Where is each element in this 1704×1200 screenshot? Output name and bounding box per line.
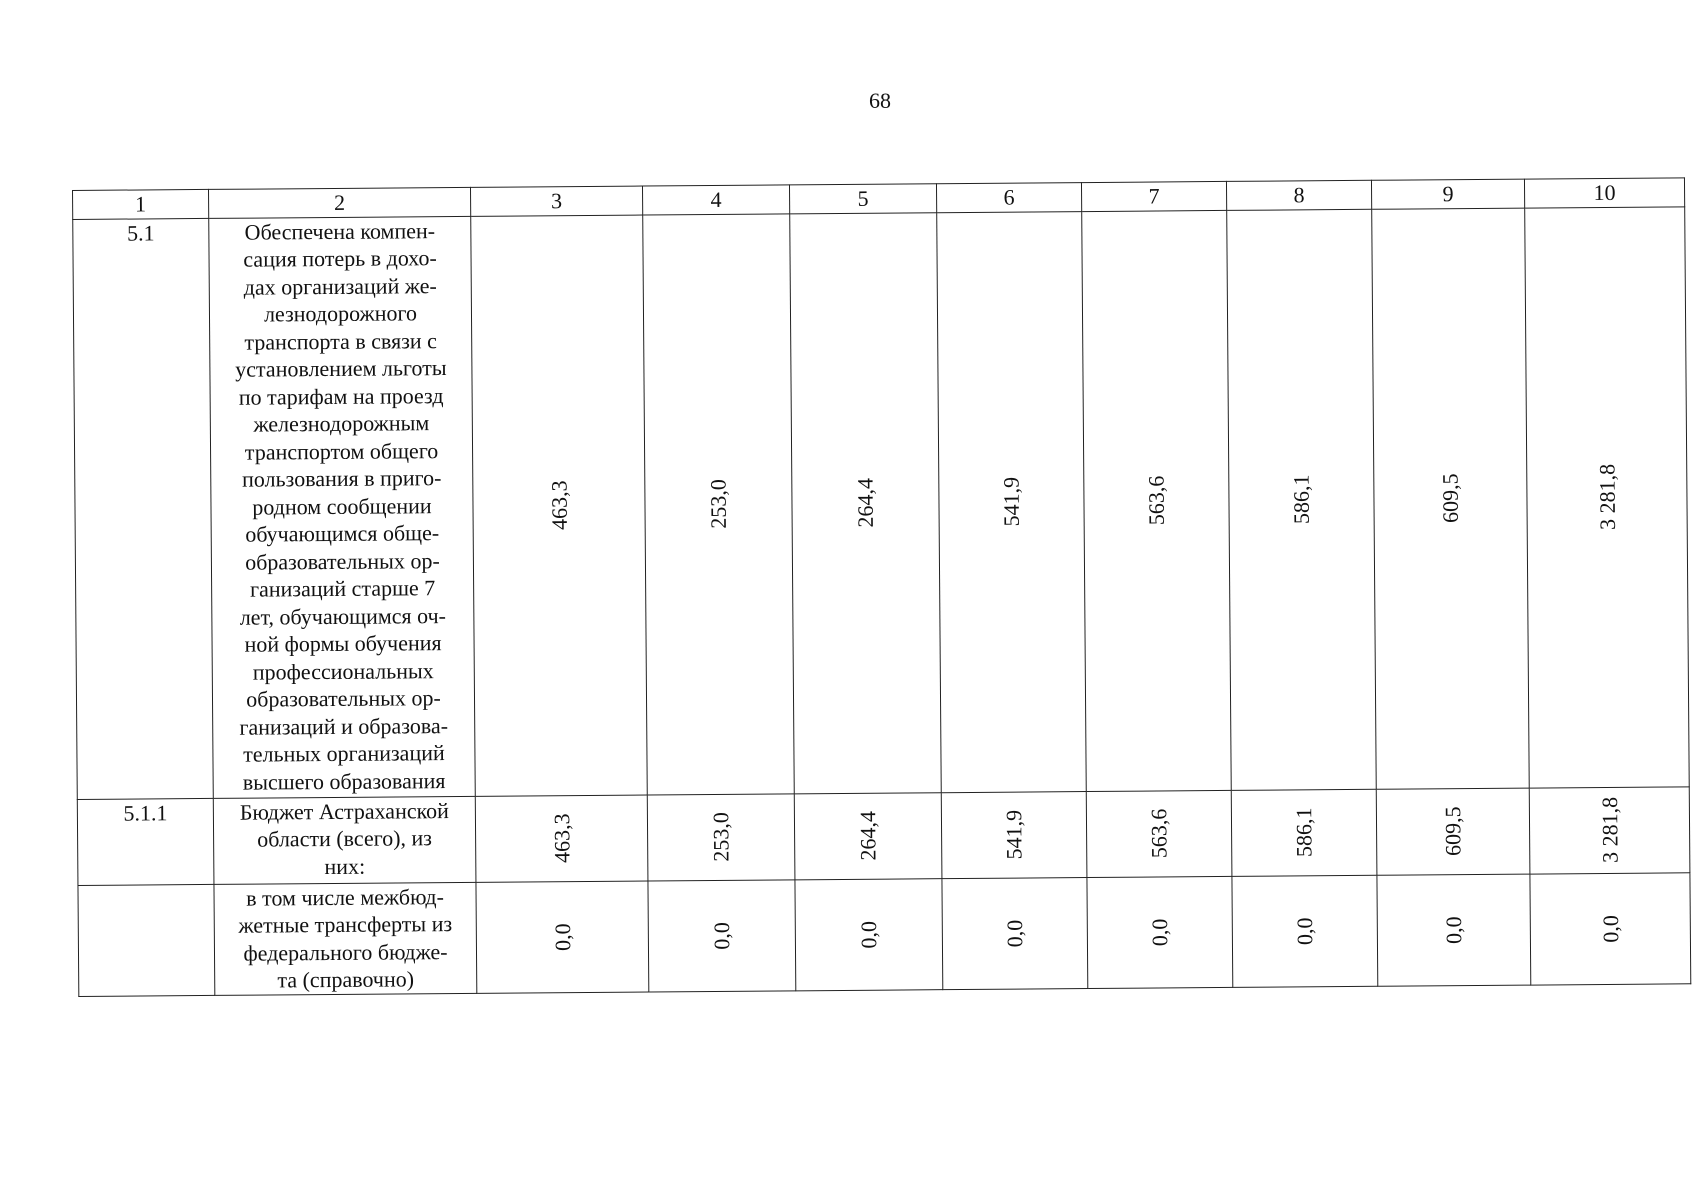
desc-line: ной формы обучения — [244, 630, 442, 657]
value-cell — [1087, 876, 1233, 988]
value-cell — [1231, 789, 1377, 876]
value-cell — [937, 211, 1087, 792]
desc-line: профессиональных — [252, 657, 434, 685]
desc-line: транспорта в связи с — [244, 327, 437, 355]
header-cell: 8 — [1226, 180, 1371, 210]
desc-line: Обеспечена компен- — [244, 217, 436, 245]
value-cell — [1377, 874, 1531, 986]
cell-value: 586,1 — [1291, 807, 1317, 858]
desc-line: лезнодорожного — [263, 300, 418, 327]
row-number: 5.1 — [73, 218, 214, 799]
desc-line: высшего образования — [242, 767, 446, 795]
desc-line: по тарифам на проезд — [238, 382, 444, 410]
table-row — [77, 786, 1690, 885]
cell-value: 0,0 — [856, 920, 882, 949]
cell-value: 463,3 — [546, 480, 572, 531]
row-description — [213, 796, 476, 884]
desc-line: области (всего), из — [257, 825, 433, 852]
header-cell: 5 — [789, 184, 936, 214]
desc-line: Бюджет Астраханской — [239, 797, 449, 825]
cell-value: 3 281,8 — [1593, 463, 1620, 531]
cell-value: 3 281,8 — [1596, 796, 1623, 864]
cell-value: 609,5 — [1440, 806, 1466, 857]
value-cell — [1232, 875, 1378, 987]
desc-line: образовательных ор- — [245, 547, 440, 575]
value-cell — [1376, 788, 1530, 875]
header-cell: 7 — [1081, 181, 1226, 211]
value-cell — [1529, 786, 1690, 873]
value-cell — [941, 791, 1087, 878]
cell-value: 563,6 — [1143, 475, 1169, 526]
value-cell — [794, 792, 942, 879]
value-cell — [1082, 210, 1232, 791]
value-cell — [648, 879, 796, 991]
value-cell — [795, 878, 943, 990]
cell-value: 264,4 — [852, 477, 878, 528]
cell-value: 264,4 — [855, 810, 881, 861]
desc-line: железнодорожным — [253, 410, 430, 437]
value-cell — [1372, 208, 1530, 789]
row-number — [78, 884, 215, 996]
desc-line: та (справочно) — [277, 966, 415, 993]
desc-line: образовательных ор- — [246, 685, 441, 712]
desc-line: них: — [324, 853, 366, 879]
desc-line: пользования в приго- — [242, 465, 442, 492]
value-cell — [1525, 206, 1690, 787]
desc-line: ганизаций старше 7 — [249, 575, 436, 602]
cell-value: 541,9 — [998, 476, 1024, 527]
cell-value: 0,0 — [549, 922, 575, 951]
desc-line: тельных организаций — [243, 740, 445, 767]
desc-line: сация потерь в дохо- — [243, 245, 437, 272]
desc-line: дах организаций же- — [243, 272, 437, 300]
desc-line: лет, обучающимся оч- — [239, 602, 447, 630]
cell-value: 0,0 — [1440, 915, 1467, 944]
row-description — [214, 882, 477, 995]
row-description — [209, 216, 476, 798]
value-cell — [475, 795, 648, 882]
value-cell — [790, 212, 942, 793]
value-cell — [476, 880, 649, 992]
cell-value: 0,0 — [1291, 916, 1318, 945]
desc-line: установлением льготы — [235, 355, 447, 382]
cell-value: 253,0 — [705, 479, 731, 529]
desc-line: транспортом общего — [244, 437, 439, 465]
value-cell — [647, 793, 795, 880]
desc-line: родном сообщении — [252, 492, 432, 520]
desc-line: обучающимся обще- — [245, 520, 440, 547]
cell-value: 0,0 — [709, 921, 735, 950]
value-cell — [471, 215, 648, 796]
cell-value: 253,0 — [708, 812, 734, 862]
cell-value: 586,1 — [1288, 474, 1314, 525]
header-cell: 4 — [642, 185, 789, 215]
desc-line: федерального бюдже- — [243, 938, 448, 966]
value-cell — [1530, 872, 1691, 984]
cell-value: 463,3 — [548, 813, 575, 864]
value-cell — [1086, 790, 1232, 877]
cell-value: 609,5 — [1437, 473, 1463, 524]
desc-line: жетные трансферты из — [238, 911, 453, 938]
cell-value: 0,0 — [1147, 918, 1173, 946]
header-cell: 2 — [208, 187, 470, 218]
cell-value: 0,0 — [1002, 919, 1028, 947]
cell-value: 0,0 — [1597, 914, 1623, 943]
header-cell: 1 — [73, 189, 209, 219]
desc-line: в том числе межбюд- — [246, 883, 444, 911]
page-number: 68 — [869, 88, 891, 113]
budget-table — [72, 177, 1691, 996]
value-cell — [1227, 209, 1377, 790]
header-cell: 9 — [1371, 179, 1524, 209]
cell-value: 541,9 — [1001, 809, 1027, 860]
value-cell — [643, 213, 795, 794]
desc-line: ганизаций и образова- — [239, 712, 449, 740]
row-number: 5.1.1 — [77, 798, 214, 885]
header-cell: 6 — [936, 183, 1081, 213]
header-cell: 3 — [470, 186, 642, 216]
table-row — [73, 206, 1690, 799]
header-cell: 10 — [1524, 178, 1684, 208]
table-row — [78, 872, 1691, 996]
value-cell — [942, 877, 1088, 989]
cell-value: 563,6 — [1146, 808, 1172, 859]
